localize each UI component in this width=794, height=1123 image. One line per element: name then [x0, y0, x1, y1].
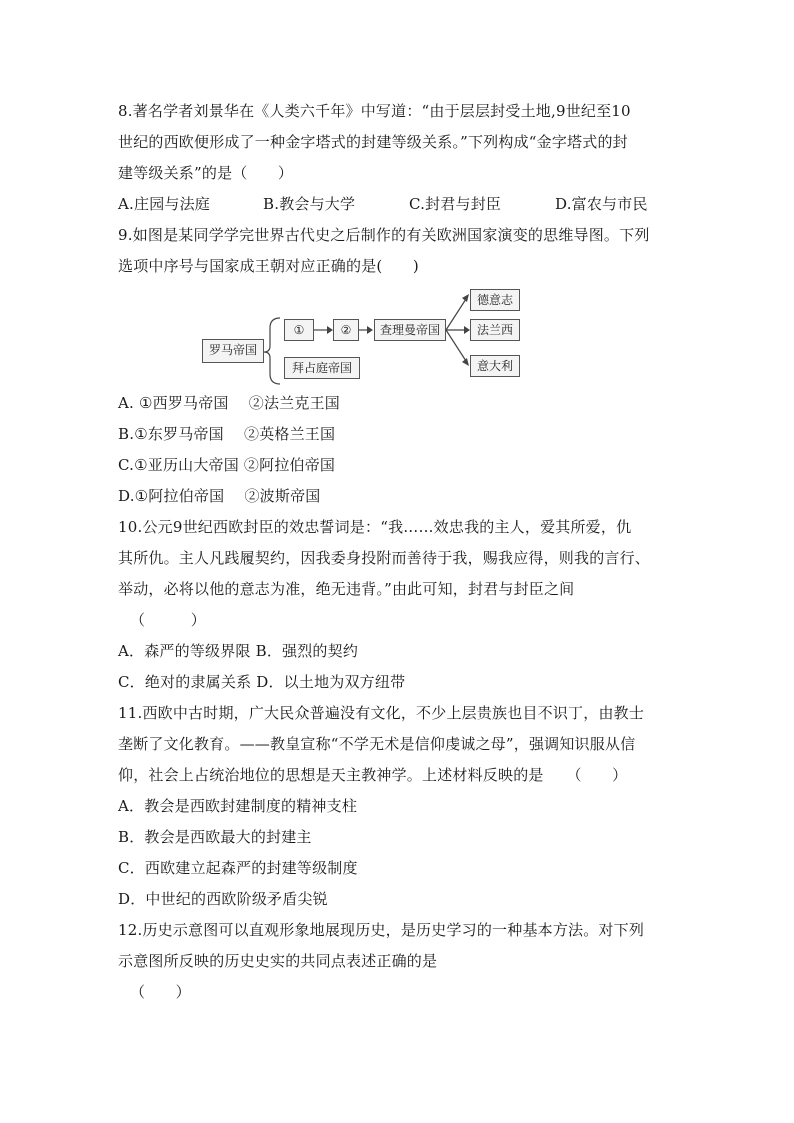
question-11-option-d: D．中世纪的西欧阶级矛盾尖锐	[118, 890, 328, 908]
node-2: ②	[333, 319, 359, 341]
question-9	[118, 220, 688, 512]
question-8-options	[118, 189, 688, 220]
question-9-option-d: D.①阿拉伯帝国 ②波斯帝国	[118, 487, 321, 505]
node-france: 法兰西	[470, 319, 520, 341]
question-9-option-c: C.①亚历山大帝国 ②阿拉伯帝国	[118, 456, 336, 474]
question-page	[118, 96, 688, 1008]
question-11	[118, 698, 688, 915]
question-8	[118, 96, 688, 220]
question-11-line-2: 垄断了文化教育。——教皇宣称“不学无术是信仰虔诚之母”，强调知识服从信	[118, 735, 636, 753]
question-12	[118, 915, 688, 1008]
question-8-line-1: 8.著名学者刘景华在《人类六千年》中写道：“由于层层封受土地,9世纪至10	[118, 102, 631, 120]
node-1: ①	[284, 319, 314, 341]
question-10-line-2: 其所仇。主人凡践履契约，因我委身投附而善待于我，赐我应得，则我的言行、	[118, 549, 651, 567]
question-10-line-1: 10.公元9世纪西欧封臣的效忠誓词是：“我……效忠我的主人，爱其所爱，仇	[118, 518, 632, 536]
option-c: C.封君与封臣	[409, 195, 502, 213]
question-12-line-2: 示意图所反映的历史史实的共同点表述正确的是	[118, 952, 438, 970]
question-10-line-3: 举动，必将以他的意志为准，绝无违背。”由此可知，封君与封臣之间	[118, 580, 575, 598]
option-b: B.教会与大学	[263, 195, 356, 213]
question-12-line-1: 12.历史示意图可以直观形象地展现历史，是历史学习的一种基本方法。对下列	[118, 921, 645, 939]
node-germany: 德意志	[470, 289, 520, 311]
question-8-line-3: 建等级关系”的是（ ）	[118, 164, 294, 182]
question-9-line-2: 选项中序号与国家成王朝对应正确的是( )	[118, 257, 419, 275]
question-9-line-1: 9.如图是某同学学完世界古代史之后制作的有关欧洲国家演变的思维导图。下列	[118, 226, 650, 244]
mind-map-diagram	[118, 286, 688, 386]
node-byzantine-empire: 拜占庭帝国	[284, 357, 360, 379]
question-9-option-a: A. ①西罗马帝国 ②法兰克王国	[118, 394, 340, 412]
question-12-answer-paren: （ ）	[130, 983, 191, 1001]
question-10-answer-paren: （ ）	[130, 611, 207, 629]
question-11-option-c: C．西欧建立起森严的封建等级制度	[118, 859, 358, 877]
option-d: D.富农与市民	[555, 195, 648, 213]
question-11-line-1: 11.西欧中古时期，广大民众普遍没有文化，不少上层贵族也目不识丁，由教士	[118, 704, 645, 722]
node-charlemagne-empire: 查理曼帝国	[374, 319, 446, 341]
question-9-option-b: B.①东罗马帝国 ②英格兰王国	[118, 425, 336, 443]
question-11-option-b: B．教会是西欧最大的封建主	[118, 828, 312, 846]
question-11-line-3: 仰，社会上占统治地位的思想是天主教神学。上述材料反映的是 （ ）	[118, 766, 628, 784]
question-10-options-cd: C．绝对的隶属关系 D．以土地为双方纽带	[118, 673, 406, 691]
option-a: A.庄园与法庭	[118, 195, 211, 213]
node-italy: 意大利	[470, 355, 520, 377]
question-10	[118, 512, 688, 698]
question-11-option-a: A．教会是西欧封建制度的精神支柱	[118, 797, 358, 815]
question-8-line-2: 世纪的西欧便形成了一种金字塔式的封建等级关系。”下列构成“金字塔式的封	[118, 133, 628, 151]
question-10-options-ab: A．森严的等级界限 B．强烈的契约	[118, 642, 359, 660]
node-roman-empire: 罗马帝国	[202, 339, 264, 363]
